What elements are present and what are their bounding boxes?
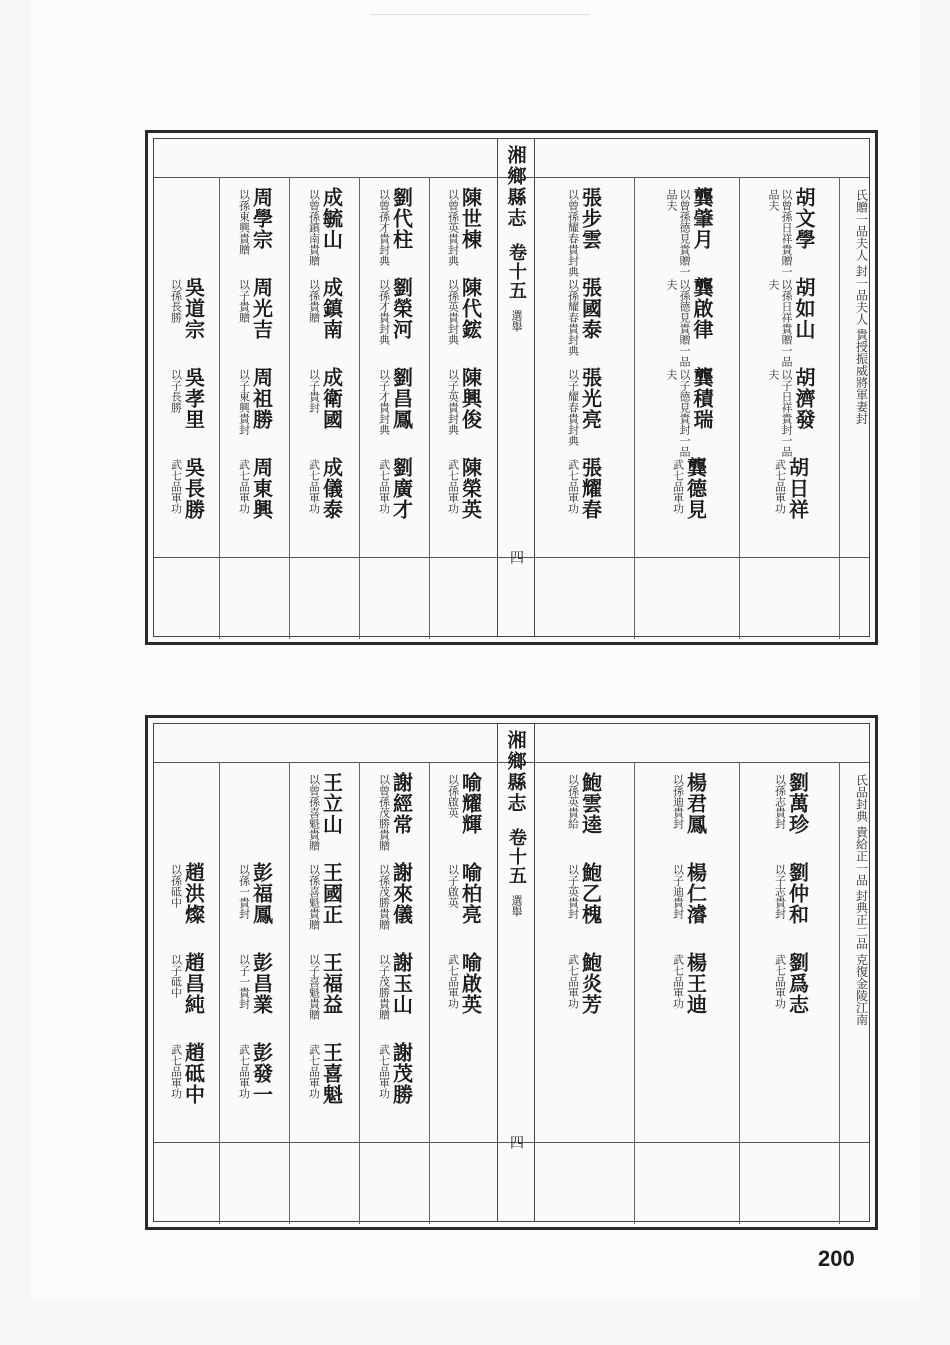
person-note: 以曾孫喜魁貴贈: [307, 774, 321, 851]
record-entry: [378, 457, 413, 547]
person-name: 謝茂勝: [389, 1042, 414, 1105]
record-entry: [567, 862, 602, 952]
record-column: [539, 187, 629, 557]
person-note: 以子迪貴封: [671, 864, 685, 919]
record-entry: [308, 457, 343, 547]
top-sheet-frame: [153, 138, 870, 637]
column-divider: [289, 177, 290, 639]
person-note: 以曾孫茂勝貴贈: [377, 774, 391, 851]
record-entry: [567, 277, 602, 367]
edge-note: 氏品封典 貴給正一品 封典正二品 克復金陵江南: [854, 774, 869, 1026]
record-entry: [378, 277, 413, 367]
person-name: 龔德見: [683, 457, 708, 520]
person-note: 武七品軍功: [773, 954, 787, 1009]
record-entry: [774, 457, 809, 547]
person-name: 劉代柱: [389, 187, 414, 250]
record-entry: [378, 1042, 413, 1132]
person-note: 武七品軍功: [671, 954, 685, 1009]
record-entry: [238, 187, 273, 277]
record-entry: [672, 862, 707, 952]
person-name: 張步雲: [578, 187, 603, 250]
record-entry: [767, 277, 815, 367]
person-name: 喻耀輝: [458, 772, 483, 835]
person-name: 彭昌業: [249, 952, 274, 1015]
person-name: 王福益: [319, 952, 344, 1015]
record-column: [746, 772, 836, 1142]
spine-volume: 卷十五: [506, 828, 527, 885]
record-entry: [238, 1042, 273, 1132]
person-note: 以孫貴贈: [307, 279, 321, 323]
person-name: 吳孝里: [181, 367, 206, 430]
spine-volume: 卷十五: [506, 243, 527, 300]
person-name: 吳長勝: [181, 457, 206, 520]
column-divider: [839, 762, 840, 1224]
person-note: 以曾孫耀春貴封典: [566, 189, 580, 277]
person-note: 以子喜魁貴贈: [307, 954, 321, 1020]
person-note: 以孫茂勝貴贈: [377, 864, 391, 930]
record-entry: [378, 772, 413, 862]
person-note: 武七品軍功: [237, 459, 251, 514]
record-entry: [767, 367, 815, 457]
person-name: 劉仲和: [785, 862, 810, 925]
person-name: 楊君鳳: [683, 772, 708, 835]
record-entry: [308, 277, 343, 367]
person-note: 武七品軍功: [773, 459, 787, 514]
person-note: 以孫迪貴封: [671, 774, 685, 829]
person-note: 武七品軍功: [446, 954, 460, 1009]
column-divider: [839, 177, 840, 639]
record-entry: [567, 367, 602, 457]
spine-folio: 四: [508, 550, 524, 564]
column-divider: [219, 177, 220, 639]
person-name: 龔肇月: [690, 187, 714, 250]
person-name: 喻柏亮: [458, 862, 483, 925]
edge-note: 氏贈一品夫人 封一品夫人 貴授振威將軍妻封: [854, 189, 869, 425]
person-note: 以孫英貴給: [566, 774, 580, 829]
record-entry: [447, 277, 482, 367]
spine-title: 湘鄉縣志: [504, 730, 527, 814]
person-name: 謝來儀: [389, 862, 414, 925]
record-entry: [238, 367, 273, 457]
person-note: 武七品軍功: [169, 1044, 183, 1099]
person-name: 謝玉山: [389, 952, 414, 1015]
person-note: 以孫日祥貴贈一品夫: [767, 279, 793, 367]
record-entry: [672, 952, 707, 1042]
person-name: 周祖勝: [249, 367, 274, 430]
record-entry: [672, 457, 707, 547]
person-name: 胡日祥: [785, 457, 810, 520]
record-entry: [767, 187, 815, 277]
record-entry: [447, 772, 482, 862]
person-note: 武七品軍功: [237, 1044, 251, 1099]
person-note: 以孫長勝: [169, 279, 183, 323]
person-note: 以子貴贈: [237, 279, 251, 323]
record-column: [746, 187, 836, 557]
column-divider: [634, 177, 635, 639]
person-name: 陳世棟: [458, 187, 483, 250]
person-note: 武七品軍功: [169, 459, 183, 514]
record-entry: [170, 952, 205, 1042]
person-note: 以孫英貴封典: [446, 279, 460, 345]
person-note: 以子英貴封典: [446, 369, 460, 435]
record-entry: [238, 457, 273, 547]
top-sheet: [145, 130, 878, 645]
record-column: [644, 187, 734, 557]
record-entry: [567, 772, 602, 862]
edge-column: [846, 187, 876, 557]
record-entry: [170, 1042, 205, 1132]
person-note: 以曾孫才貴封典: [377, 189, 391, 266]
person-note: 以子一貴封: [237, 954, 251, 1009]
person-note: 以孫東興貴贈: [237, 189, 251, 255]
record-entry: [774, 952, 809, 1042]
person-name: 成衛國: [319, 367, 344, 430]
record-entry: [567, 187, 602, 277]
record-entry: [378, 862, 413, 952]
person-note: 以孫耀春貴封典: [566, 279, 580, 356]
record-entry: [308, 862, 343, 952]
record-entry: [665, 277, 713, 367]
record-entry: [447, 367, 482, 457]
person-name: 成鎮南: [319, 277, 344, 340]
column-divider: [739, 762, 740, 1224]
person-name: 陳興俊: [458, 367, 483, 430]
person-note: 武七品軍功: [307, 459, 321, 514]
record-entry: [238, 952, 273, 1042]
person-name: 鮑雲逵: [578, 772, 603, 835]
person-note: 以孫志貴封: [773, 774, 787, 829]
record-entry: [665, 367, 713, 457]
column-divider: [359, 762, 360, 1224]
person-note: 以孫才貴封典: [377, 279, 391, 345]
person-note: 以曾孫英貴封典: [446, 189, 460, 266]
person-name: 謝經常: [389, 772, 414, 835]
person-name: 龔積瑞: [690, 367, 714, 430]
person-name: 胡文學: [792, 187, 816, 250]
person-note: 以孫啟英: [446, 774, 460, 818]
record-entry: [308, 187, 343, 277]
record-column: [434, 187, 494, 557]
person-name: 王國正: [319, 862, 344, 925]
record-entry: [774, 862, 809, 952]
record-entry: [774, 772, 809, 862]
record-entry: [170, 367, 205, 457]
bottom-sheet-frame: [153, 723, 870, 1222]
spine-folio: 四: [508, 1135, 524, 1149]
person-name: 張國泰: [578, 277, 603, 340]
spine-section: 選舉: [510, 895, 523, 917]
person-note: 武七品軍功: [566, 459, 580, 514]
person-note: 武七品軍功: [377, 459, 391, 514]
person-note: 武七品軍功: [307, 1044, 321, 1099]
person-name: 彭發一: [249, 1042, 274, 1105]
record-entry: [447, 952, 482, 1042]
person-name: 成毓山: [319, 187, 344, 250]
person-note: 以孫砥中: [169, 864, 183, 908]
person-name: 彭福鳳: [249, 862, 274, 925]
person-name: 吳道宗: [181, 277, 206, 340]
edge-column: [846, 772, 876, 1142]
record-entry: [447, 457, 482, 547]
record-entry: [170, 457, 205, 547]
record-column: [294, 772, 356, 1142]
record-entry: [447, 187, 482, 277]
person-name: 劉爲志: [785, 952, 810, 1015]
person-note: 以子貴封: [307, 369, 321, 413]
person-note: 以子日祥貴封一品夫: [767, 369, 793, 457]
top-edge-mark: [370, 0, 590, 15]
person-name: 劉萬珍: [785, 772, 810, 835]
record-entry: [567, 457, 602, 547]
person-name: 趙砥中: [181, 1042, 206, 1105]
person-note: 武七品軍功: [446, 459, 460, 514]
record-column: [158, 187, 216, 557]
person-note: 武七品軍功: [377, 1044, 391, 1099]
record-entry: [378, 367, 413, 457]
person-note: 以子砥中: [169, 954, 183, 998]
person-note: 以子英貴封: [566, 864, 580, 919]
person-note: 以子德見貴封一品夫: [665, 369, 691, 457]
person-note: 以子才貴封典: [377, 369, 391, 435]
person-note: 以曾孫德見貴贈一品夫: [665, 189, 691, 277]
column-divider: [739, 177, 740, 639]
record-entry: [672, 772, 707, 862]
person-note: 以子啟英: [446, 864, 460, 908]
person-note: 以孫喜魁貴贈: [307, 864, 321, 930]
column-divider: [429, 177, 430, 639]
record-column: [294, 187, 356, 557]
record-column: [644, 772, 734, 1142]
person-note: 以子長勝: [169, 369, 183, 413]
record-entry: [378, 952, 413, 1042]
person-note: 以孫一貴封: [237, 864, 251, 919]
column-divider: [634, 762, 635, 1224]
person-name: 喻啟英: [458, 952, 483, 1015]
spine-title: 湘鄉縣志: [504, 145, 527, 229]
person-note: 武七品軍功: [566, 954, 580, 1009]
person-note: 以子東興貴封: [237, 369, 251, 435]
person-name: 成儀泰: [319, 457, 344, 520]
person-note: 以曾孫鎮南貴贈: [307, 189, 321, 266]
person-name: 趙昌純: [181, 952, 206, 1015]
column-divider: [359, 177, 360, 639]
person-name: 周光吉: [249, 277, 274, 340]
person-name: 周學宗: [249, 187, 274, 250]
top-spine: [497, 139, 535, 636]
record-entry: [447, 862, 482, 952]
person-name: 楊仁濬: [683, 862, 708, 925]
record-entry: [378, 187, 413, 277]
person-name: 劉昌鳳: [389, 367, 414, 430]
record-column: [434, 772, 494, 1142]
person-name: 陳代鋐: [458, 277, 483, 340]
record-entry: [308, 772, 343, 862]
column-divider: [429, 762, 430, 1224]
spine-section: 選舉: [510, 310, 523, 332]
record-column: [158, 772, 216, 1142]
person-note: 武七品軍功: [671, 459, 685, 514]
column-divider: [289, 762, 290, 1224]
person-name: 龔啟律: [690, 277, 714, 340]
column-divider: [219, 762, 220, 1224]
person-note: 以曾孫日祥貴贈一品夫: [767, 189, 793, 277]
person-note: 以子茂勝貴贈: [377, 954, 391, 1020]
bottom-spine: [497, 724, 535, 1221]
record-entry: [170, 862, 205, 952]
record-column: [364, 187, 426, 557]
record-entry: [567, 952, 602, 1042]
person-note: 以子志貴封: [773, 864, 787, 919]
person-name: 鮑乙槐: [578, 862, 603, 925]
person-name: 周東興: [249, 457, 274, 520]
person-name: 劉廣才: [389, 457, 414, 520]
record-column: [224, 187, 286, 557]
record-entry: [170, 277, 205, 367]
person-name: 張耀春: [578, 457, 603, 520]
person-name: 張光亮: [578, 367, 603, 430]
record-column: [539, 772, 629, 1142]
record-entry: [238, 277, 273, 367]
person-name: 楊王迪: [683, 952, 708, 1015]
person-name: 王立山: [319, 772, 344, 835]
person-note: 以子耀春貴封典: [566, 369, 580, 446]
person-name: 胡濟發: [792, 367, 816, 430]
person-name: 趙洪燦: [181, 862, 206, 925]
record-entry: [308, 952, 343, 1042]
person-name: 劉榮河: [389, 277, 414, 340]
record-entry: [308, 1042, 343, 1132]
person-name: 鮑炎芳: [578, 952, 603, 1015]
person-name: 王喜魁: [319, 1042, 344, 1105]
person-name: 陳榮英: [458, 457, 483, 520]
bottom-sheet: [145, 715, 878, 1230]
record-column: [364, 772, 426, 1142]
page-number: 200: [818, 1246, 855, 1271]
record-entry: [308, 367, 343, 457]
person-name: 胡如山: [792, 277, 816, 340]
record-entry: [665, 187, 713, 277]
record-entry: [238, 862, 273, 952]
person-note: 以孫德見貴贈一品夫: [665, 279, 691, 367]
record-column: [224, 772, 286, 1142]
